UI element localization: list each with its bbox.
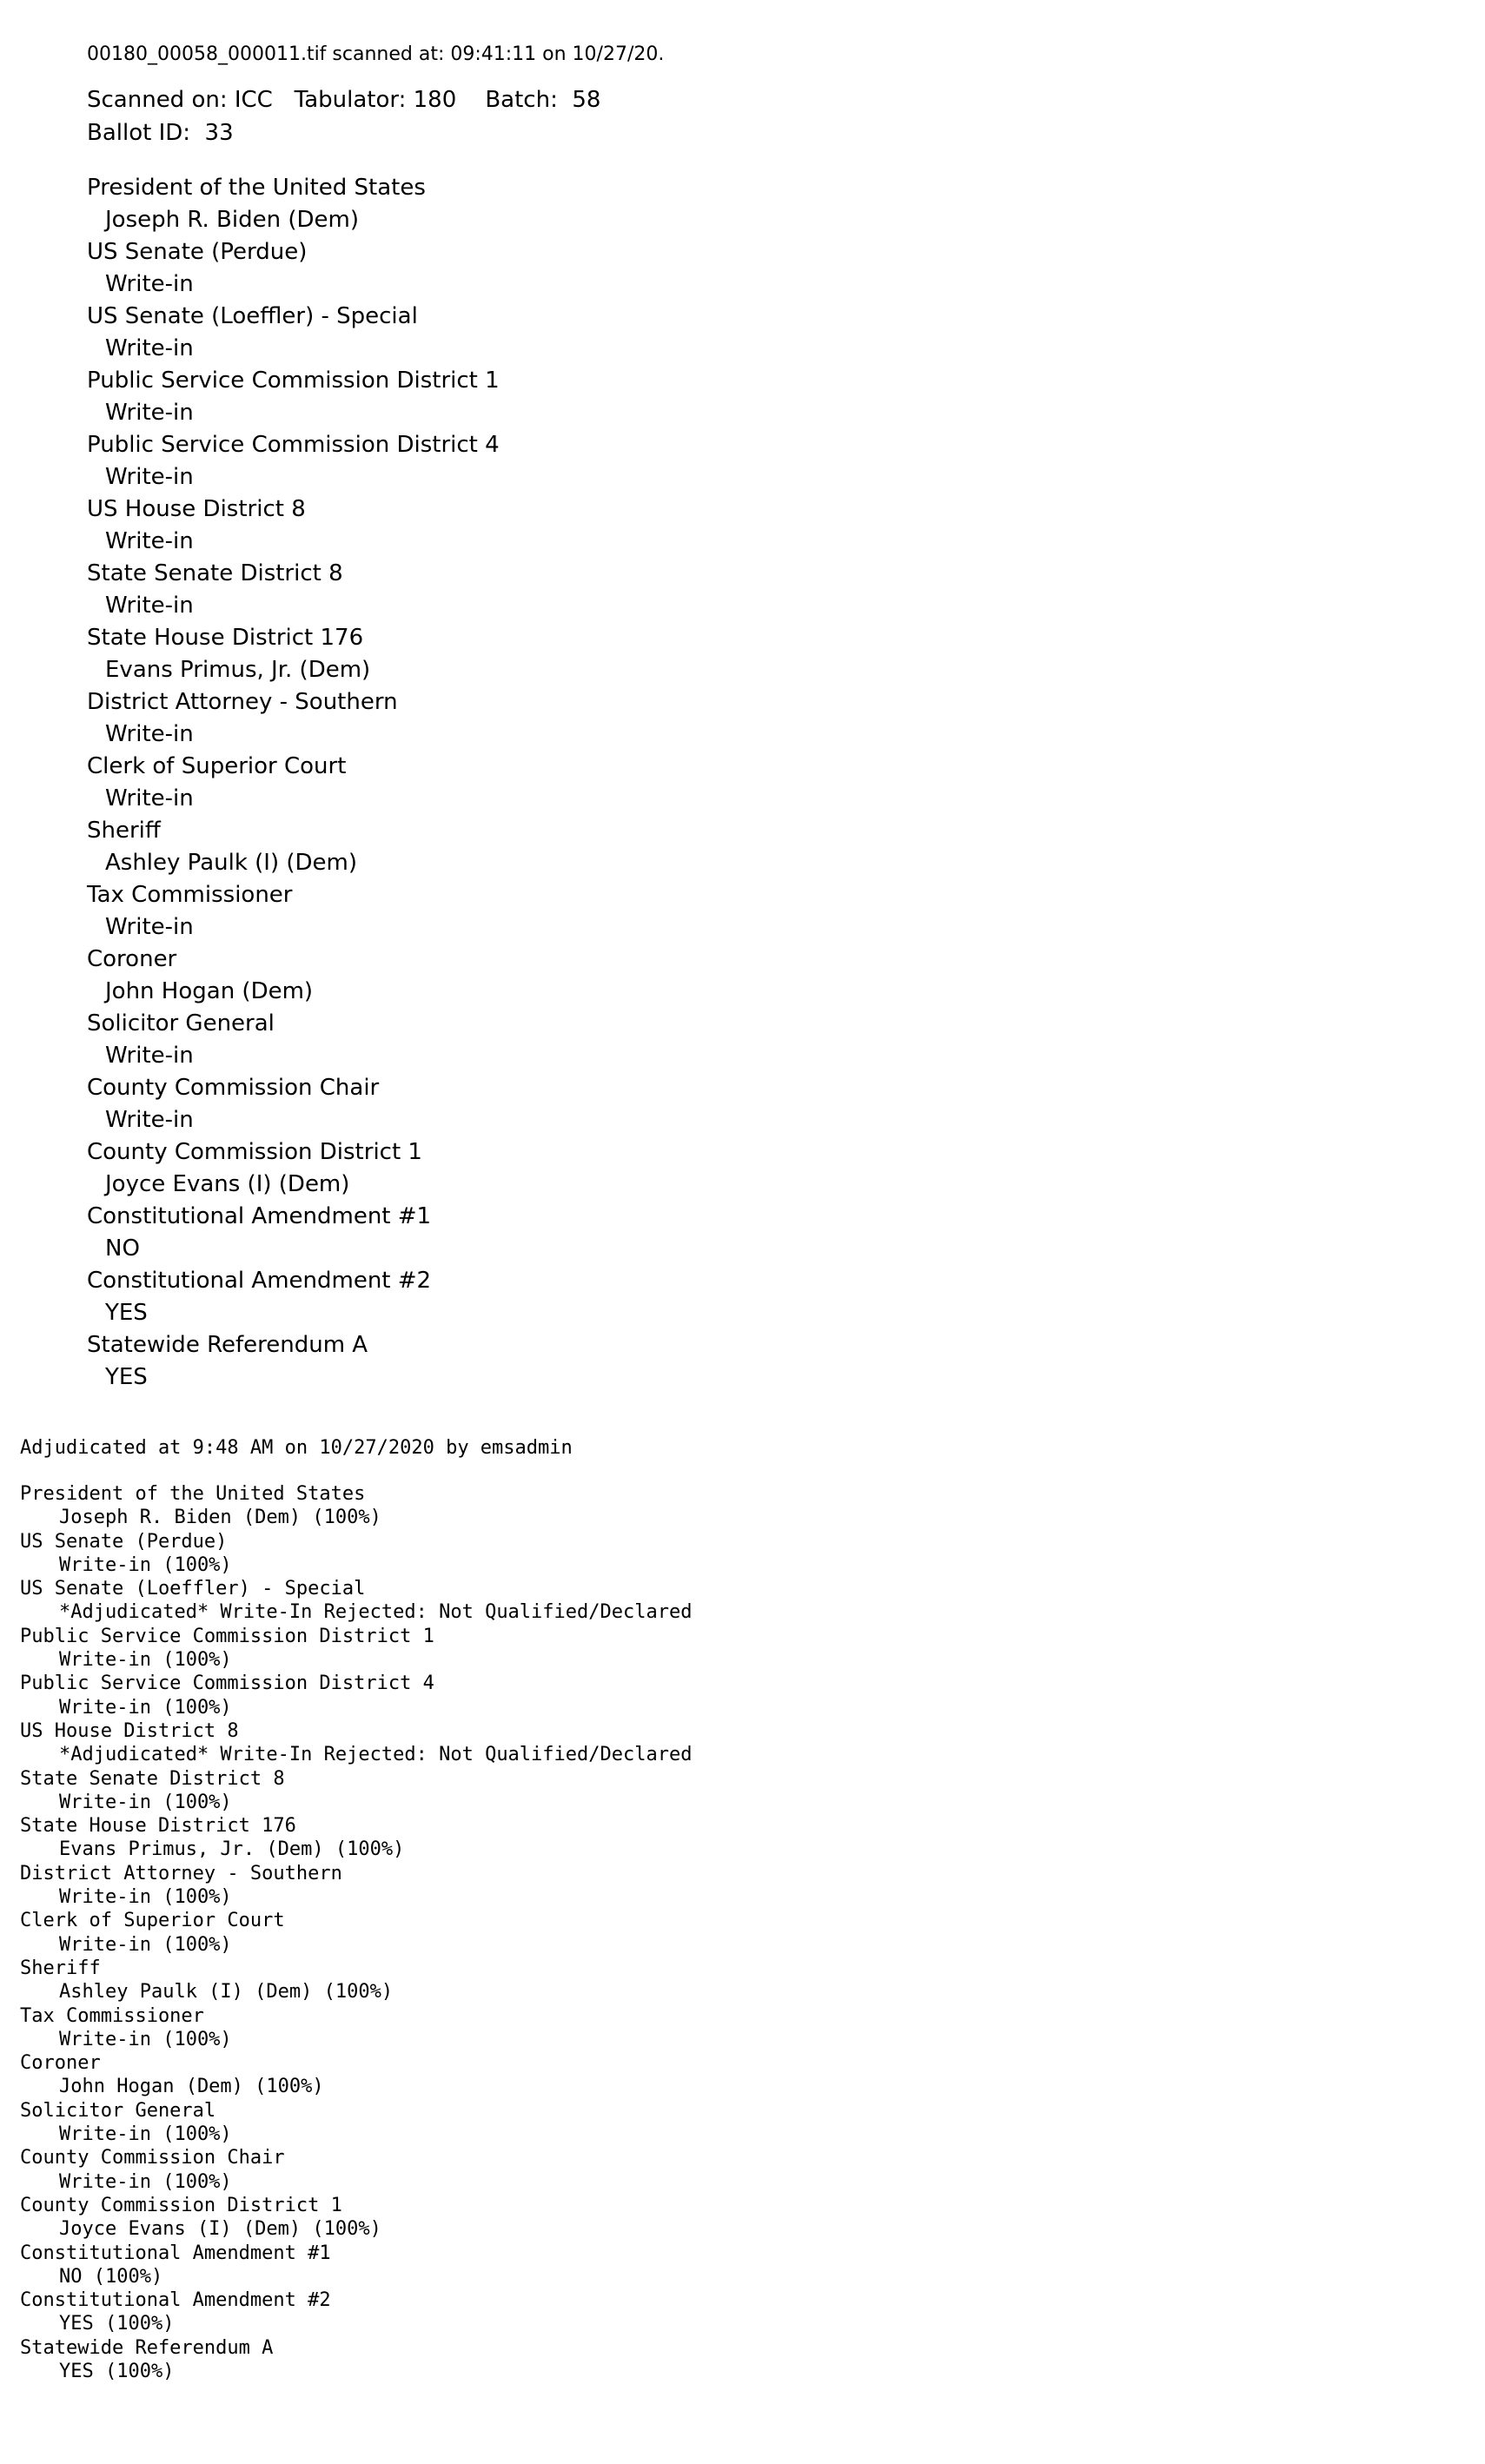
race-title: US House District 8 <box>87 496 306 522</box>
race-title: Public Service Commission District 4 <box>87 432 500 458</box>
race-choice: Write-in <box>105 1107 194 1133</box>
race-item <box>87 815 664 879</box>
race-choice: Write-in <box>105 271 194 297</box>
race-item <box>87 1136 664 1201</box>
adjudicated-race-choice: Write-in (100%) <box>59 1696 232 1719</box>
adjudicated-race-choice: Joseph R. Biden (Dem) (100%) <box>59 1507 381 1529</box>
race-item <box>87 301 664 365</box>
race-title: Clerk of Superior Court <box>87 753 347 779</box>
race-choice: Ashley Paulk (I) (Dem) <box>105 850 357 876</box>
race-title: Coroner <box>87 946 177 972</box>
race-title: Statewide Referendum A <box>87 1332 368 1358</box>
race-choice: Write-in <box>105 335 194 361</box>
adjudicated-race-choice: Evans Primus, Jr. (Dem) (100%) <box>59 1838 405 1861</box>
adjudicated-race-item <box>20 1909 692 1957</box>
adjudicated-race-item <box>20 2004 692 2052</box>
race-choice: Write-in <box>105 1043 194 1069</box>
adjudicated-race-choice: Ashley Paulk (I) (Dem) (100%) <box>59 1981 394 2004</box>
adjudicated-race-title: Statewide Referendum A <box>20 2336 274 2359</box>
race-item <box>87 1008 664 1072</box>
adjudicated-race-choice: Write-in (100%) <box>59 1933 232 1956</box>
adjudicated-race-title: Tax Commissioner <box>20 2004 204 2027</box>
race-choice: John Hogan (Dem) <box>105 978 314 1004</box>
adjudicated-race-title: US House District 8 <box>20 1719 239 1742</box>
race-item <box>87 751 664 815</box>
adjudicated-race-title: District Attorney - Southern <box>20 1862 342 1884</box>
adjudicated-race-item <box>20 2051 692 2099</box>
race-choice: Joseph R. Biden (Dem) <box>105 207 359 233</box>
adjudicated-race-choice: Write-in (100%) <box>59 2170 232 2193</box>
race-item <box>87 1329 664 1394</box>
race-item <box>87 1072 664 1136</box>
race-title: Public Service Commission District 1 <box>87 368 500 394</box>
adjudicated-race-item <box>20 2242 692 2289</box>
scan-meta <box>87 83 664 149</box>
adjudicated-race-item <box>20 2146 692 2194</box>
race-choice: Write-in <box>105 914 194 940</box>
adjudicated-race-title: US Senate (Loeffler) - Special <box>20 1578 366 1600</box>
adjudicated-race-title: Sheriff <box>20 1957 101 1979</box>
race-item <box>87 172 664 236</box>
race-item <box>87 429 664 493</box>
adjudicated-race-item <box>20 1767 692 1815</box>
adjudicated-race-choice: Write-in (100%) <box>59 1553 232 1576</box>
scan-section <box>87 35 664 1394</box>
race-item <box>87 622 664 686</box>
adjudicated-race-item <box>20 1814 692 1862</box>
scan-race-list <box>87 172 664 1394</box>
adjudication-header: Adjudicated at 9:48 AM on 10/27/2020 by emsadmin <box>20 1437 573 1459</box>
adjudicated-race-item <box>20 1862 692 1910</box>
adjudicated-race-choice: Write-in (100%) <box>59 2028 232 2050</box>
adjudicated-race-title: Coroner <box>20 2052 101 2075</box>
race-item <box>87 686 664 751</box>
race-item <box>87 944 664 1008</box>
race-item <box>87 493 664 558</box>
race-title: Solicitor General <box>87 1010 275 1037</box>
race-choice: Joyce Evans (I) (Dem) <box>105 1171 350 1197</box>
race-item <box>87 1265 664 1329</box>
adjudicated-race-title: Public Service Commission District 4 <box>20 1672 434 1695</box>
race-choice: Evans Primus, Jr. (Dem) <box>105 657 371 683</box>
adjudicated-race-choice: John Hogan (Dem) (100%) <box>59 2076 324 2098</box>
race-choice: Write-in <box>105 721 194 747</box>
adjudication-race-list <box>20 1482 692 2383</box>
adjudicated-race-title: Constitutional Amendment #2 <box>20 2289 331 2312</box>
adjudicated-race-title: Clerk of Superior Court <box>20 1910 285 1932</box>
adjudicated-race-item <box>20 1482 692 1530</box>
adjudicated-race-choice: Write-in (100%) <box>59 1791 232 1813</box>
adjudicated-race-item <box>20 2336 692 2384</box>
adjudicated-race-item <box>20 2194 692 2242</box>
adjudicated-race-title: County Commission Chair <box>20 2147 285 2169</box>
adjudicated-race-title: Public Service Commission District 1 <box>20 1625 434 1647</box>
race-item <box>87 558 664 622</box>
race-item <box>87 365 664 429</box>
adjudicated-race-choice: *Adjudicated* Write-In Rejected: Not Qualified/Declared <box>59 1744 693 1766</box>
adjudicated-race-choice: YES (100%) <box>59 2360 175 2382</box>
race-title: Constitutional Amendment #1 <box>87 1203 432 1229</box>
scan-header: 00180_00058_000011.tif scanned at: 09:41:11 on 10/27/20. <box>87 43 665 65</box>
adjudicated-race-title: President of the United States <box>20 1483 366 1505</box>
race-choice: Write-in <box>105 400 194 426</box>
race-title: US Senate (Perdue) <box>87 239 308 265</box>
adjudicated-race-title: Constitutional Amendment #1 <box>20 2242 331 2264</box>
adjudicated-race-title: State Senate District 8 <box>20 1767 285 1790</box>
race-item <box>87 1201 664 1265</box>
ballot-id-line: Ballot ID: 33 <box>87 120 234 146</box>
race-title: President of the United States <box>87 175 426 201</box>
race-choice: Write-in <box>105 464 194 490</box>
adjudicated-race-item <box>20 1577 692 1625</box>
race-title: State Senate District 8 <box>87 560 343 586</box>
adjudicated-race-choice: NO (100%) <box>59 2265 163 2288</box>
adjudication-section <box>20 1435 692 2383</box>
adjudicated-race-title: Solicitor General <box>20 2099 216 2122</box>
adjudicated-race-title: US Senate (Perdue) <box>20 1530 228 1553</box>
race-choice: Write-in <box>105 785 194 811</box>
race-item <box>87 236 664 301</box>
race-title: Sheriff <box>87 818 161 844</box>
race-title: County Commission District 1 <box>87 1139 422 1165</box>
race-choice: Write-in <box>105 593 194 619</box>
adjudicated-race-choice: Write-in (100%) <box>59 1649 232 1672</box>
race-item <box>87 879 664 944</box>
race-choice: YES <box>105 1300 148 1326</box>
scanned-on-line: Scanned on: ICC Tabulator: 180 Batch: 58 <box>87 87 601 113</box>
adjudicated-race-title: County Commission District 1 <box>20 2194 342 2216</box>
race-title: State House District 176 <box>87 625 364 651</box>
adjudicated-race-item <box>20 1957 692 2004</box>
adjudicated-race-choice: Write-in (100%) <box>59 1886 232 1909</box>
adjudicated-race-item <box>20 1672 692 1719</box>
adjudicated-race-item <box>20 2099 692 2147</box>
adjudicated-race-title: State House District 176 <box>20 1815 296 1838</box>
adjudicated-race-choice: Joyce Evans (I) (Dem) (100%) <box>59 2218 381 2241</box>
race-title: District Attorney - Southern <box>87 689 398 715</box>
adjudicated-race-choice: Write-in (100%) <box>59 2123 232 2146</box>
adjudicated-race-item <box>20 2288 692 2336</box>
race-title: Constitutional Amendment #2 <box>87 1268 432 1294</box>
adjudicated-race-item <box>20 1625 692 1672</box>
race-title: County Commission Chair <box>87 1075 380 1101</box>
adjudicated-race-choice: YES (100%) <box>59 2313 175 2335</box>
race-choice: Write-in <box>105 528 194 554</box>
race-title: US Senate (Loeffler) - Special <box>87 303 418 329</box>
adjudicated-race-item <box>20 1530 692 1578</box>
adjudicated-race-choice: *Adjudicated* Write-In Rejected: Not Qualified/Declared <box>59 1601 693 1624</box>
race-choice: NO <box>105 1235 140 1262</box>
race-title: Tax Commissioner <box>87 882 293 908</box>
race-choice: YES <box>105 1364 148 1390</box>
adjudicated-race-item <box>20 1719 692 1767</box>
